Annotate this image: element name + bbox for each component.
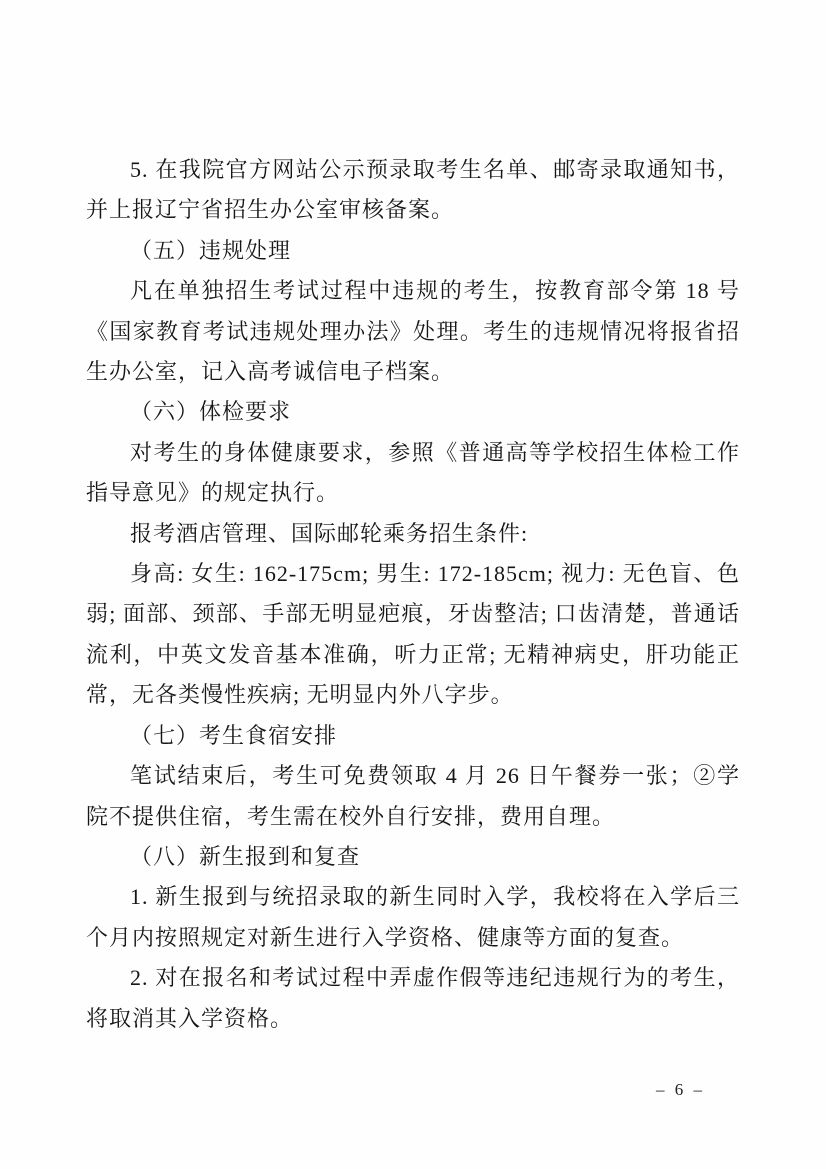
page-number: – 6 – — [656, 1080, 705, 1099]
paragraph: 2. 对在报名和考试过程中弄虚作假等违纪违规行为的考生，将取消其入学资格。 — [86, 965, 740, 1031]
section-heading: （六）体检要求 — [130, 399, 292, 425]
paragraph: 笔试结束后，考生可免费领取 4 月 26 日午餐券一张；②学院不提供住宿，考生需在校外自行安排，费用自理。 — [86, 763, 740, 829]
paragraph: 对考生的身体健康要求，参照《普通高等学校招生体检工作指导意见》的规定执行。 — [86, 439, 740, 506]
paragraph: 身高: 女生: 162-175cm; 男生: 172-185cm; 视力: 无色盲、色弱; 面部、颈部、手部无明显疤痕，牙齿整洁; 口齿清楚，普通话流利，中英文发音基本准确，听力正常; 无精神病史，肝功能正常，无各类慢性疾病; 无明显内外八字步。 — [86, 561, 740, 708]
document-body — [86, 150, 740, 1039]
paragraph: 5. 在我院官方网站公示预录取考生名单、邮寄录取通知书，并上报辽宁省招生办公室审核备案。 — [86, 157, 740, 223]
paragraph: 凡在单独招生考试过程中违规的考生，按教育部令第 18 号《国家教育考试违规处理办法》处理。考生的违规情况将报省招生办公室，记入高考诚信电子档案。 — [86, 278, 740, 385]
section-heading: （五）违规处理 — [130, 237, 292, 263]
paragraph: 1. 新生报到与统招录取的新生同时入学，我校将在入学后三个月内按照规定对新生进行入学资格、健康等方面的复查。 — [86, 884, 740, 950]
section-heading: （八）新生报到和复查 — [130, 843, 361, 869]
paragraph: 报考酒店管理、国际邮轮乘务招生条件: — [130, 520, 529, 546]
section-heading: （七）考生食宿安排 — [130, 722, 338, 748]
